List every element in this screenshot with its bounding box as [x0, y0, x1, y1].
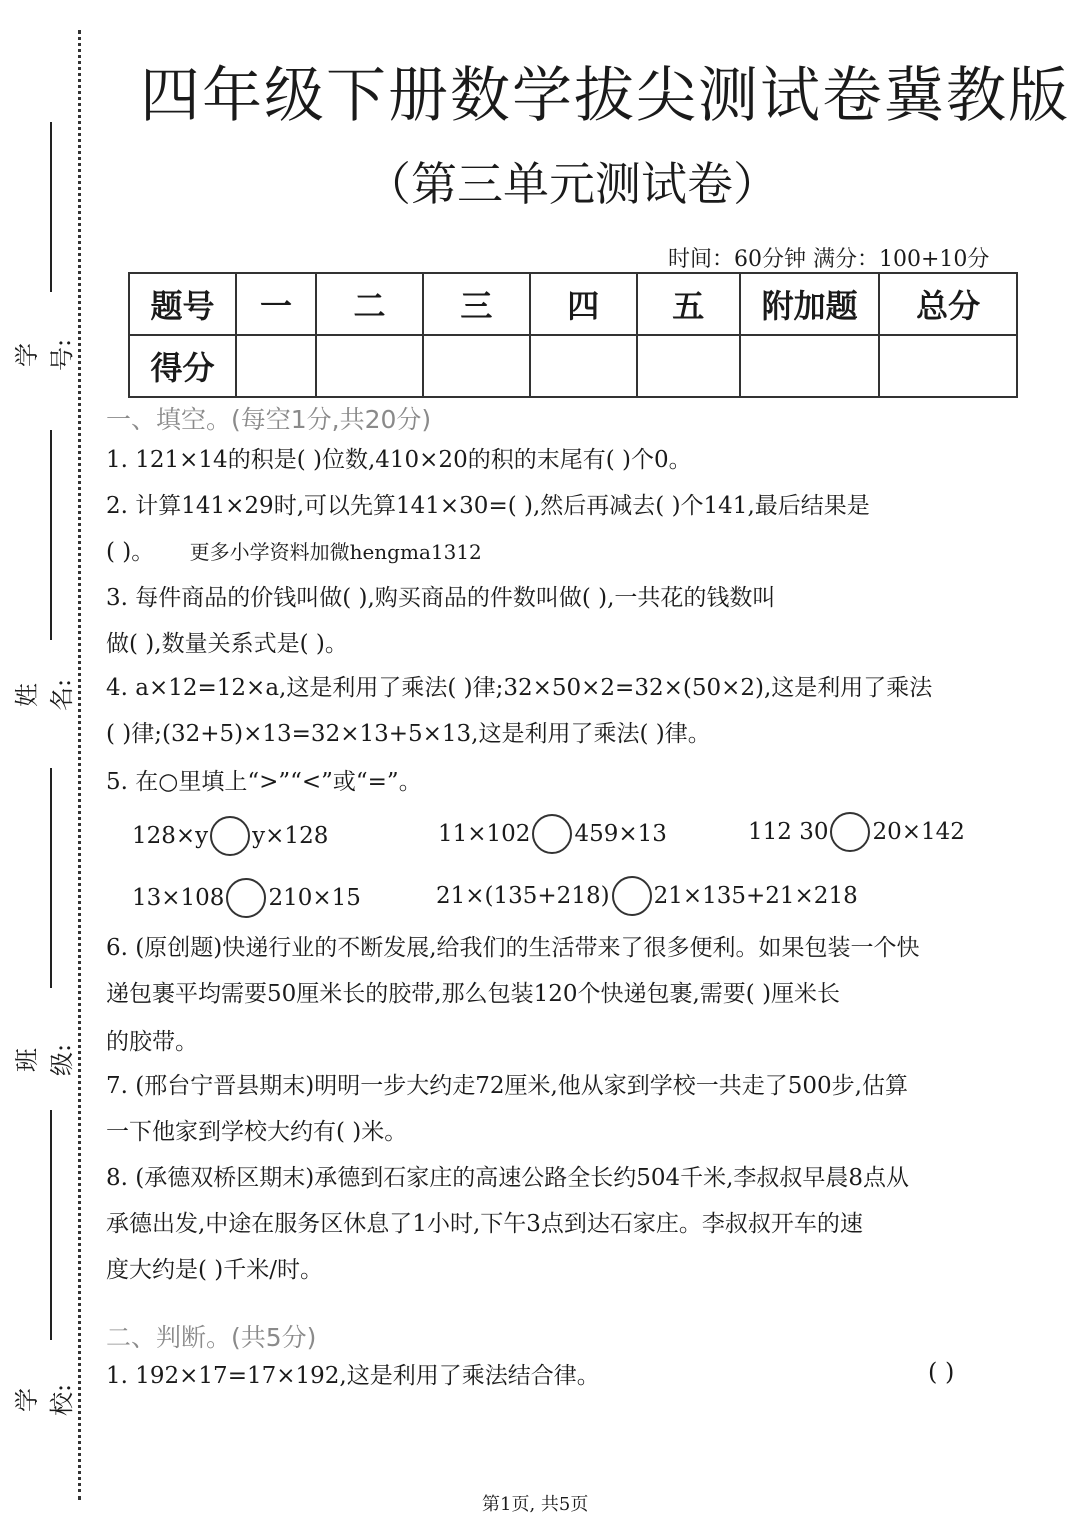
compare-left: 128×y	[132, 823, 209, 849]
score-header-cell: 题号	[129, 273, 236, 335]
score-cell[interactable]	[316, 335, 423, 397]
judge-answer-box[interactable]: ( )	[928, 1358, 955, 1386]
question-1-7-line2: 一下他家到学校大约有( )米。	[106, 1119, 408, 1145]
compare-right: 459×13	[574, 821, 667, 847]
score-cell[interactable]	[637, 335, 740, 397]
compare-circle[interactable]	[210, 816, 250, 856]
question-1-8-line1: 8. (承德双桥区期末)承德到石家庄的高速公路全长约504千米,李叔叔早晨8点从	[106, 1165, 910, 1191]
compare-circle[interactable]	[612, 876, 652, 916]
compare-item	[748, 812, 965, 852]
class-rule	[50, 768, 52, 988]
compare-right: 21×135+21×218	[653, 883, 858, 909]
section2-heading: 二、判断。(共5分)	[106, 1323, 317, 1352]
question-1-6-line3: 的胶带。	[106, 1029, 198, 1055]
page-subtitle: （第三单元测试卷）	[365, 157, 779, 211]
score-header-cell: 三	[423, 273, 530, 335]
compare-right: 210×15	[268, 885, 361, 911]
name-rule	[50, 430, 52, 640]
compare-left: 13×108	[132, 885, 225, 911]
section1-heading: 一、填空。(每空1分,共20分)	[106, 405, 432, 434]
question-1-6-line1: 6. (原创题)快递行业的不断发展,给我们的生活带来了很多便利。如果包装一个快	[106, 935, 920, 961]
question-1-2-line2	[106, 536, 482, 568]
score-cell[interactable]	[740, 335, 880, 397]
compare-right: y×128	[252, 823, 329, 849]
question-2-1: 1. 192×17=17×192,这是利用了乘法结合律。	[106, 1363, 600, 1389]
compare-item	[436, 876, 858, 916]
score-cell[interactable]	[530, 335, 637, 397]
compare-right: 20×142	[872, 819, 965, 845]
page-footer: 第1页, 共5页	[482, 1494, 589, 1515]
score-header-cell: 总分	[879, 273, 1017, 335]
question-1-2-answer: ( )。	[106, 539, 155, 565]
score-header-cell: 二	[316, 273, 423, 335]
score-row-label: 得分	[129, 335, 236, 397]
compare-item	[132, 878, 361, 918]
score-table-score-row	[129, 335, 1017, 397]
compare-circle[interactable]	[532, 814, 572, 854]
compare-left: 112 30	[748, 819, 829, 845]
question-1-3-line2: 做( ),数量关系式是( )。	[106, 631, 348, 657]
question-1-2-line1: 2. 计算141×29时,可以先算141×30=( ),然后再减去( )个141,最后结果是	[106, 493, 870, 519]
compare-item	[438, 814, 667, 854]
promo-note: 更多小学资料加微hengma1312	[189, 540, 482, 564]
score-header-cell: 附加题	[740, 273, 880, 335]
score-table	[128, 272, 1018, 398]
score-cell[interactable]	[423, 335, 530, 397]
score-header-cell: 四	[530, 273, 637, 335]
student-id-label: 学号:	[13, 338, 76, 372]
question-1-6-line2: 递包裹平均需要50厘米长的胶带,那么包装120个快递包裹,需要( )厘米长	[106, 981, 841, 1007]
compare-circle[interactable]	[226, 878, 266, 918]
score-header-cell: 五	[637, 273, 740, 335]
name-label: 姓名:	[13, 678, 76, 712]
compare-circle[interactable]	[830, 812, 870, 852]
binding-dashed-line	[78, 30, 81, 1500]
question-1-4-line1: 4. a×12=12×a,这是利用了乘法( )律;32×50×2=32×(50×2),这是利用了乘法	[106, 675, 933, 701]
question-1-3-line1: 3. 每件商品的价钱叫做( ),购买商品的件数叫做( ),一共花的钱数叫	[106, 585, 776, 611]
question-1-8-line3: 度大约是( )千米/时。	[106, 1257, 324, 1283]
question-1-4-line2: ( )律;(32+5)×13=32×13+5×13,这是利用了乘法( )律。	[106, 721, 711, 747]
question-1-5: 5. 在○里填上“>”“<”或“=”。	[106, 769, 422, 795]
question-1-7-line1: 7. (邢台宁晋县期末)明明一步大约走72厘米,他从家到学校一共走了500步,估算	[106, 1073, 908, 1099]
compare-left: 21×(135+218)	[436, 883, 610, 909]
score-cell[interactable]	[879, 335, 1017, 397]
compare-left: 11×102	[438, 821, 531, 847]
compare-item	[132, 816, 328, 856]
question-1-1: 1. 121×14的积是( )位数,410×20的积的末尾有( )个0。	[106, 447, 692, 473]
school-label: 学校:	[13, 1383, 76, 1417]
exam-meta: 时间：60分钟 满分：100+10分	[668, 247, 990, 272]
question-1-8-line2: 承德出发,中途在服务区休息了1小时,下午3点到达石家庄。李叔叔开车的速	[106, 1211, 863, 1237]
class-label: 班级:	[13, 1043, 76, 1077]
score-header-cell: 一	[236, 273, 316, 335]
score-table-header-row	[129, 273, 1017, 335]
school-rule	[50, 1110, 52, 1340]
student-id-rule	[50, 122, 52, 292]
score-cell[interactable]	[236, 335, 316, 397]
page-title: 四年级下册数学拔尖测试卷冀教版	[140, 61, 1070, 131]
